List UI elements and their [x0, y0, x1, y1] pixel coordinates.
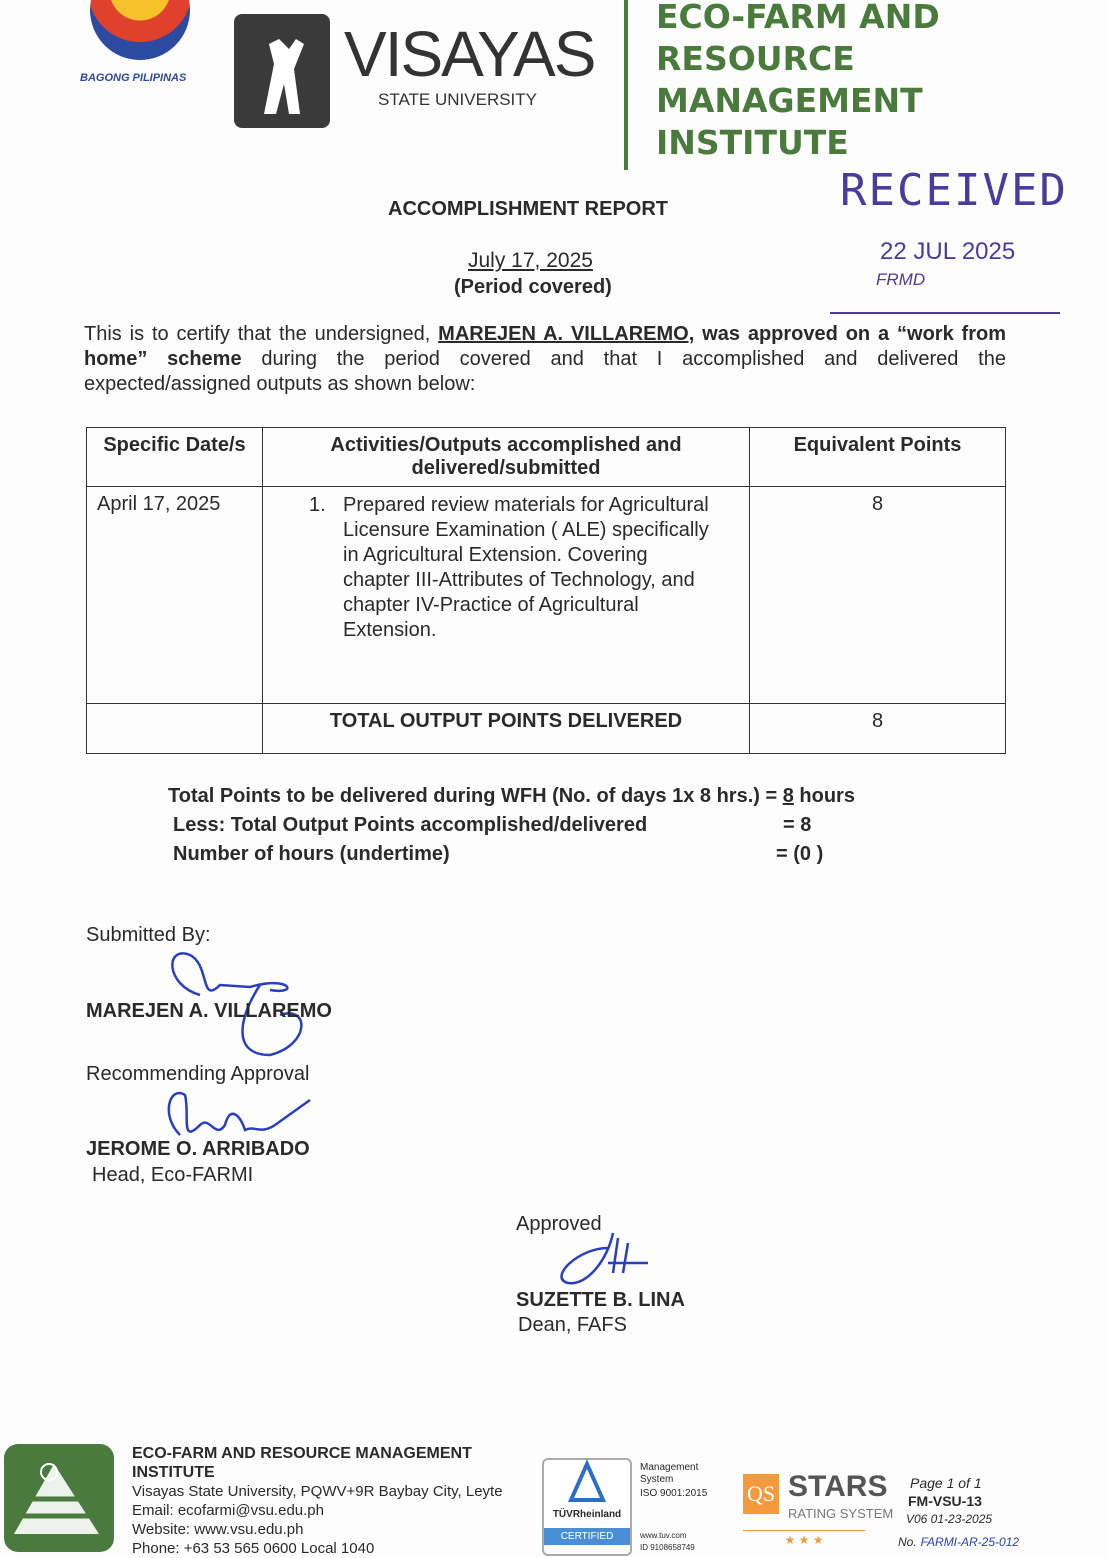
summary-total-unit: hours	[793, 785, 855, 807]
institute-line: RESOURCE	[656, 39, 855, 78]
tuv-system: Management System	[640, 1462, 699, 1485]
total-points: 8	[750, 704, 1006, 754]
total-row	[87, 704, 1006, 754]
header-points: Equivalent Points	[750, 428, 1006, 487]
footer-org: ECO-FARM AND RESOURCE MANAGEMENT	[132, 1445, 472, 1462]
ecofarmi-logo	[4, 1444, 114, 1552]
document-control	[898, 1474, 1019, 1551]
doc-no-value: FARMI-AR-25-012	[920, 1535, 1020, 1549]
tuv-web: www.tuv.com	[640, 1531, 687, 1540]
footer-phone: Phone: +63 53 565 0600 Local 1040	[132, 1540, 375, 1557]
row-number: 1.	[309, 494, 326, 516]
footer-address: Visayas State University, PQWV+9R Baybay City, Leyte	[132, 1483, 503, 1500]
tuv-badge	[542, 1458, 632, 1556]
document-number	[898, 1532, 1019, 1551]
qs-stars-title: STARS	[788, 1470, 888, 1503]
vsu-logo-icon	[234, 14, 330, 128]
form-version: V06 01-23-2025	[906, 1512, 993, 1526]
page-number: Page 1 of 1	[910, 1475, 982, 1491]
summary	[168, 782, 1028, 869]
tuv-name: TÜVRheinland	[552, 1509, 622, 1520]
row-points: 8	[750, 487, 1006, 704]
institute-name	[656, 0, 940, 164]
university-name: VISAYAS	[344, 18, 595, 90]
institute-line: MANAGEMENT	[656, 81, 923, 120]
row-activity	[263, 487, 750, 704]
recommending-label: Recommending Approval	[86, 1063, 310, 1085]
period-label: (Period covered)	[454, 276, 612, 298]
summary-undertime-label: Number of hours (undertime)	[173, 843, 450, 865]
cert-scheme: was approved on a “work from home” scheme	[84, 323, 1007, 370]
received-stamp	[836, 166, 1070, 316]
institute-line: INSTITUTE	[656, 123, 849, 162]
footer-email: Email: ecofarmi@vsu.edu.ph	[132, 1502, 324, 1519]
row-date: April 17, 2025	[87, 487, 263, 704]
submitted-label: Submitted By:	[86, 924, 211, 946]
cert-pre: This is to certify that the undersigned,	[84, 323, 439, 345]
form-code: FM-VSU-13	[908, 1493, 982, 1509]
cert-name: MAREJEN A. VILLAREMO,	[438, 323, 695, 345]
footer-website: Website: www.vsu.edu.ph	[132, 1521, 304, 1538]
header-date: Specific Date/s	[87, 428, 263, 487]
stamp-date: 22 JUL 2025	[880, 238, 1016, 265]
recommending-title: Head, Eco-FARMI	[92, 1164, 254, 1186]
submitted-name: MAREJEN A. VILLAREMO	[86, 1000, 332, 1022]
certification-text	[84, 322, 1006, 397]
total-label: TOTAL OUTPUT POINTS DELIVERED	[263, 704, 750, 754]
university-subtitle: STATE UNIVERSITY	[378, 90, 538, 109]
cert-post: during the period covered and that I accomplished and delivered the expected/assigned outputs as shown below:	[84, 348, 1006, 395]
report-title: ACCOMPLISHMENT REPORT	[388, 198, 668, 220]
table-header-row	[87, 428, 1006, 487]
bagong-pilipinas-text: BAGONG PILIPINAS	[80, 72, 187, 84]
footer-org: INSTITUTE	[132, 1464, 215, 1481]
header-activities: Activities/Outputs accomplished and delivered/submitted	[263, 428, 750, 487]
tuv-id: ID 9108658749	[640, 1543, 695, 1552]
recommending-name: JEROME O. ARRIBADO	[86, 1138, 310, 1160]
tuv-triangle-icon	[567, 1460, 607, 1504]
approved-title: Dean, FAFS	[518, 1314, 627, 1336]
summary-less-value: = 8	[783, 814, 812, 836]
bagong-pilipinas-logo	[90, 0, 190, 60]
tuv-iso: ISO 9001:2015	[640, 1488, 708, 1499]
approved-name: SUZETTE B. LINA	[516, 1289, 685, 1311]
tuv-details	[640, 1462, 710, 1554]
stamp-label: RECEIVED	[840, 165, 1068, 216]
summary-total-line	[168, 782, 1028, 811]
summary-less-line	[168, 811, 1028, 840]
qs-rating-system: RATING SYSTEM	[788, 1506, 894, 1521]
summary-total-value: 8	[782, 785, 794, 807]
summary-total-label: Total Points to be delivered during WFH (No. of days 1x 8 hrs.) =	[168, 785, 783, 807]
doc-no-label: No.	[898, 1535, 917, 1549]
summary-undertime-value: = (0 )	[776, 843, 824, 865]
qs-star-rating: ★ ★ ★	[743, 1530, 865, 1547]
stamp-initials: FRMD	[876, 270, 926, 289]
report-date: July 17, 2025	[468, 249, 593, 272]
tuv-certified: CERTIFIED	[544, 1528, 630, 1545]
signature-lina	[548, 1228, 668, 1288]
footer-contact	[132, 1444, 503, 1558]
table-row	[87, 487, 1006, 704]
summary-less-label: Less: Total Output Points accomplished/delivered	[173, 814, 648, 836]
accomplishment-table	[86, 427, 1006, 754]
row-activity-text: Prepared review materials for Agricultural Licensure Examination ( ALE) specifically in Agricultural Extension. Covering chapter III-Attributes of Technology, and chapter IV-Practice of Agricultural Extension.	[343, 494, 709, 641]
summary-undertime-line	[168, 840, 1028, 869]
approved-label: Approved	[516, 1213, 602, 1235]
qs-logo: QS	[743, 1474, 779, 1514]
institute-line: ECO-FARM AND	[656, 0, 940, 36]
header-divider	[624, 0, 628, 170]
